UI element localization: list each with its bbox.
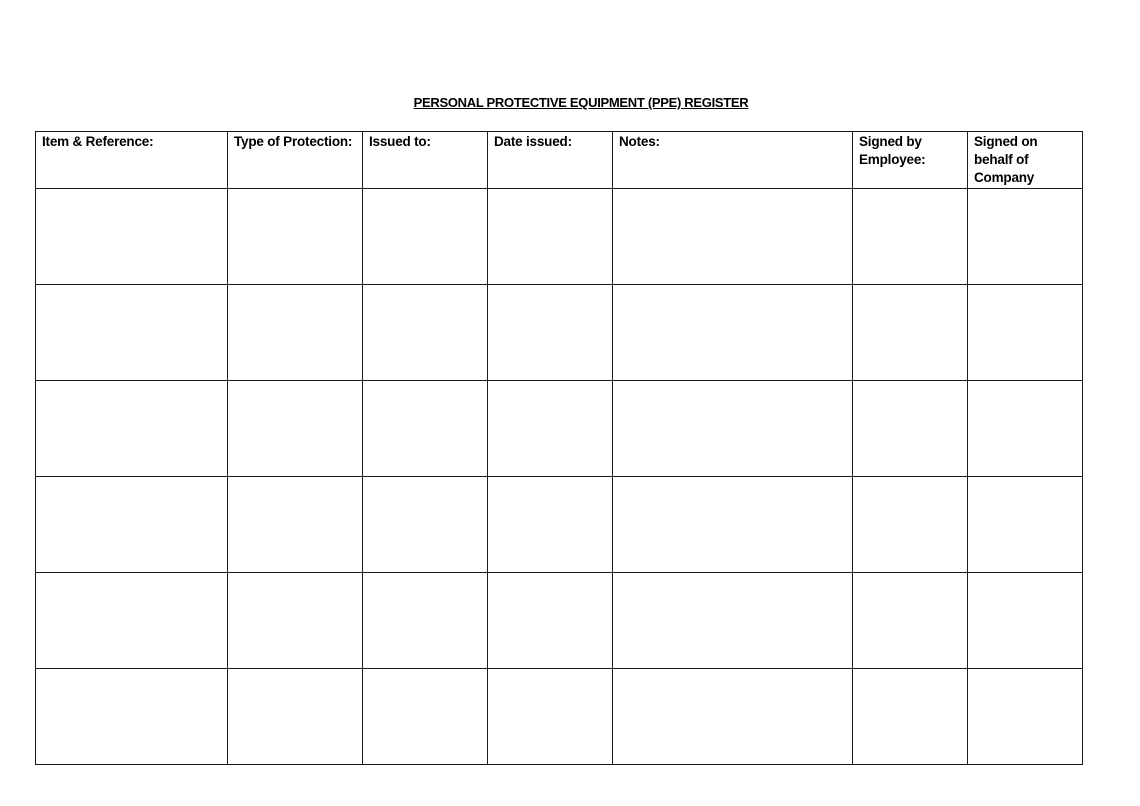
date-issued-cell: [488, 381, 613, 477]
issued-to-cell: [363, 189, 488, 285]
date-issued-cell: [488, 669, 613, 765]
item-reference-cell: [36, 285, 228, 381]
issued-to-cell: [363, 477, 488, 573]
signed-by-employee-cell: [853, 573, 968, 669]
table-row: [36, 573, 1083, 669]
type-of-protection-cell: [228, 573, 363, 669]
signed-by-employee-cell: [853, 669, 968, 765]
signed-by-employee-cell: [853, 189, 968, 285]
signed-on-behalf-of-company-cell: [968, 285, 1083, 381]
date-issued-cell: [488, 285, 613, 381]
signed-on-behalf-of-company-cell: [968, 381, 1083, 477]
type-of-protection-cell: [228, 669, 363, 765]
item-reference-cell: [36, 189, 228, 285]
signed-by-employee-cell: [853, 285, 968, 381]
signed-by-employee-cell: [853, 477, 968, 573]
type-of-protection-cell: [228, 189, 363, 285]
table-row: [36, 477, 1083, 573]
table-row: [36, 285, 1083, 381]
notes-cell: [613, 477, 853, 573]
signed-on-behalf-of-company-cell: [968, 189, 1083, 285]
signed-by-employee-cell: [853, 381, 968, 477]
item-reference-cell: [36, 669, 228, 765]
table-row: [36, 189, 1083, 285]
notes-cell: [613, 669, 853, 765]
signed-on-behalf-of-company-cell: [968, 669, 1083, 765]
notes-cell: [613, 573, 853, 669]
column-header-signed-on-behalf-of-company: Signed on behalf of Company: [968, 132, 1083, 189]
table-header-row: [36, 132, 1083, 189]
ppe-register-table: [35, 131, 1083, 765]
issued-to-cell: [363, 285, 488, 381]
type-of-protection-cell: [228, 477, 363, 573]
column-header-item-reference: Item & Reference:: [36, 132, 228, 189]
column-header-signed-by-employee: Signed by Employee:: [853, 132, 968, 189]
issued-to-cell: [363, 669, 488, 765]
item-reference-cell: [36, 381, 228, 477]
table-row: [36, 669, 1083, 765]
column-header-type-of-protection: Type of Protection:: [228, 132, 363, 189]
notes-cell: [613, 381, 853, 477]
date-issued-cell: [488, 189, 613, 285]
column-header-date-issued: Date issued:: [488, 132, 613, 189]
signed-on-behalf-of-company-cell: [968, 477, 1083, 573]
date-issued-cell: [488, 573, 613, 669]
column-header-issued-to: Issued to:: [363, 132, 488, 189]
type-of-protection-cell: [228, 285, 363, 381]
page-title: PERSONAL PROTECTIVE EQUIPMENT (PPE) REGISTER: [413, 95, 749, 110]
notes-cell: [613, 285, 853, 381]
signed-on-behalf-of-company-cell: [968, 573, 1083, 669]
type-of-protection-cell: [228, 381, 363, 477]
item-reference-cell: [36, 573, 228, 669]
date-issued-cell: [488, 477, 613, 573]
issued-to-cell: [363, 381, 488, 477]
issued-to-cell: [363, 573, 488, 669]
notes-cell: [613, 189, 853, 285]
item-reference-cell: [36, 477, 228, 573]
column-header-notes: Notes:: [613, 132, 853, 189]
table-row: [36, 381, 1083, 477]
